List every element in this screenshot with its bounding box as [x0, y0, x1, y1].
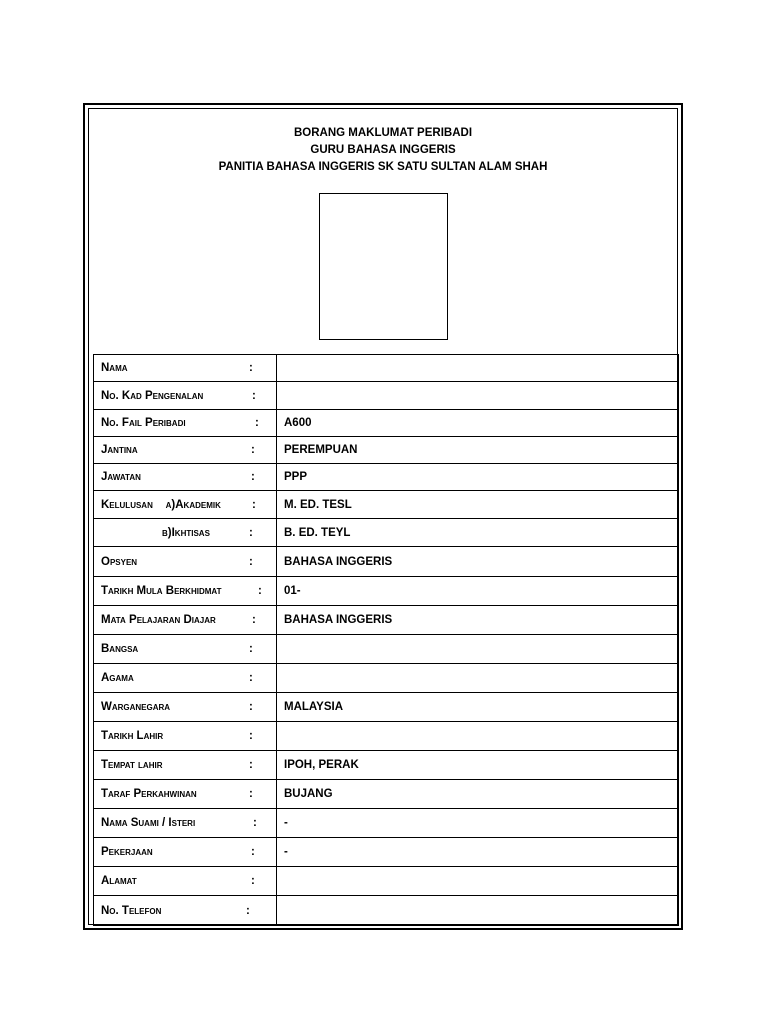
- field-label: Agama: [101, 672, 134, 684]
- row-tarikh-mula: [94, 577, 679, 606]
- value-jawatan[interactable]: PPP: [277, 464, 679, 491]
- colon: :: [251, 846, 255, 858]
- colon: :: [251, 875, 255, 887]
- colon: :: [255, 417, 259, 429]
- colon: :: [249, 362, 253, 374]
- row-nama: [94, 355, 679, 382]
- row-mata-pelajaran: [94, 606, 679, 635]
- label-cell: [94, 410, 277, 437]
- row-alamat: [94, 867, 679, 896]
- value-akademik[interactable]: M. ED. TESL: [277, 491, 679, 519]
- label-cell: [94, 693, 277, 722]
- row-fail-peribadi: [94, 410, 679, 437]
- row-bangsa: [94, 635, 679, 664]
- field-label: Warganegara: [101, 701, 171, 713]
- row-pekerjaan: [94, 838, 679, 867]
- value-taraf-perkahwinan[interactable]: BUJANG: [277, 780, 679, 809]
- value-bangsa[interactable]: [277, 635, 679, 664]
- row-tempat-lahir: [94, 751, 679, 780]
- colon: :: [251, 444, 255, 456]
- colon: :: [246, 904, 250, 917]
- label-cell: [94, 809, 277, 838]
- label-cell: [94, 751, 277, 780]
- field-label: Taraf Perkahwinan: [101, 788, 197, 800]
- photo-placeholder[interactable]: [319, 193, 448, 340]
- colon: :: [249, 555, 253, 568]
- colon: :: [252, 614, 256, 626]
- label-cell: [94, 664, 277, 693]
- row-kad-pengenalan: [94, 382, 679, 410]
- row-nama-suami-isteri: [94, 809, 679, 838]
- field-label: Jawatan: [101, 471, 141, 483]
- colon: :: [258, 585, 262, 597]
- field-label: Nama: [101, 362, 128, 374]
- value-mata-pelajaran[interactable]: BAHASA INGGERIS: [277, 606, 679, 635]
- value-tempat-lahir[interactable]: IPOH, PERAK: [277, 751, 679, 780]
- label-cell: [94, 355, 277, 382]
- form-committee: PANITIA BAHASA INGGERIS SK SATU SULTAN ALAM SHAH: [218, 161, 548, 173]
- row-jantina: [94, 437, 679, 464]
- label-cell: [94, 491, 277, 519]
- value-nama-suami-isteri[interactable]: -: [277, 809, 679, 838]
- label-cell: [94, 780, 277, 809]
- value-jantina[interactable]: PEREMPUAN: [277, 437, 679, 464]
- colon: :: [249, 526, 253, 539]
- value-alamat[interactable]: [277, 867, 679, 896]
- personal-info-table: [93, 354, 679, 926]
- colon: :: [249, 788, 253, 800]
- value-tarikh-mula[interactable]: 01-: [277, 577, 679, 606]
- row-warganegara: [94, 693, 679, 722]
- field-label: No. Kad Pengenalan: [101, 389, 204, 402]
- colon: :: [252, 389, 256, 402]
- field-label: Mata Pelajaran Diajar: [101, 614, 216, 626]
- field-label: Alamat: [101, 875, 137, 887]
- value-telefon[interactable]: [277, 896, 679, 926]
- row-opsyen: [94, 547, 679, 577]
- value-tarikh-lahir[interactable]: [277, 722, 679, 751]
- value-kad-pengenalan[interactable]: [277, 382, 679, 410]
- label-cell: [94, 577, 277, 606]
- label-cell: [94, 896, 277, 926]
- field-label: No. Telefon: [101, 904, 162, 917]
- label-cell: [94, 635, 277, 664]
- row-agama: [94, 664, 679, 693]
- value-ikhtisas[interactable]: B. ED. TEYL: [277, 519, 679, 547]
- colon: :: [249, 643, 253, 655]
- row-kelulusan-akademik: [94, 491, 679, 519]
- value-agama[interactable]: [277, 664, 679, 693]
- label-cell: [94, 838, 277, 867]
- field-label: No. Fail Peribadi: [101, 417, 186, 429]
- field-label: b)Ikhtisas: [162, 526, 210, 539]
- label-cell: [94, 382, 277, 410]
- label-cell: [94, 722, 277, 751]
- form-subtitle: GURU BAHASA INGGERIS: [310, 144, 456, 156]
- row-telefon: [94, 896, 679, 926]
- field-label: Tempat lahir: [101, 759, 163, 771]
- row-kelulusan-ikhtisas: [94, 519, 679, 547]
- colon: :: [249, 701, 253, 713]
- field-label: Jantina: [101, 444, 138, 456]
- row-tarikh-lahir: [94, 722, 679, 751]
- label-cell: [94, 464, 277, 491]
- value-nama[interactable]: [277, 355, 679, 382]
- field-label: Bangsa: [101, 643, 139, 655]
- colon: :: [249, 672, 253, 684]
- field-label: Tarikh Lahir: [101, 730, 164, 742]
- field-label: Pekerjaan: [101, 846, 153, 858]
- field-label: Nama Suami / Isteri: [101, 817, 196, 829]
- colon: :: [251, 471, 255, 483]
- label-cell: [94, 519, 277, 547]
- label-cell: [94, 606, 277, 635]
- label-cell: [94, 547, 277, 577]
- colon: :: [249, 759, 253, 771]
- field-label: Tarikh Mula Berkhidmat: [101, 585, 222, 597]
- row-jawatan: [94, 464, 679, 491]
- value-warganegara[interactable]: MALAYSIA: [277, 693, 679, 722]
- field-label: Opsyen: [101, 555, 138, 568]
- value-opsyen[interactable]: BAHASA INGGERIS: [277, 547, 679, 577]
- colon: :: [253, 817, 257, 829]
- label-cell: [94, 867, 277, 896]
- field-label: Kelulusan a)Akademik: [101, 498, 221, 511]
- row-taraf-perkahwinan: [94, 780, 679, 809]
- form-title: BORANG MAKLUMAT PERIBADI: [293, 127, 473, 139]
- label-cell: [94, 437, 277, 464]
- value-pekerjaan[interactable]: -: [277, 838, 679, 867]
- value-fail-peribadi[interactable]: A600: [277, 410, 679, 437]
- colon: :: [252, 498, 256, 511]
- colon: :: [249, 730, 253, 742]
